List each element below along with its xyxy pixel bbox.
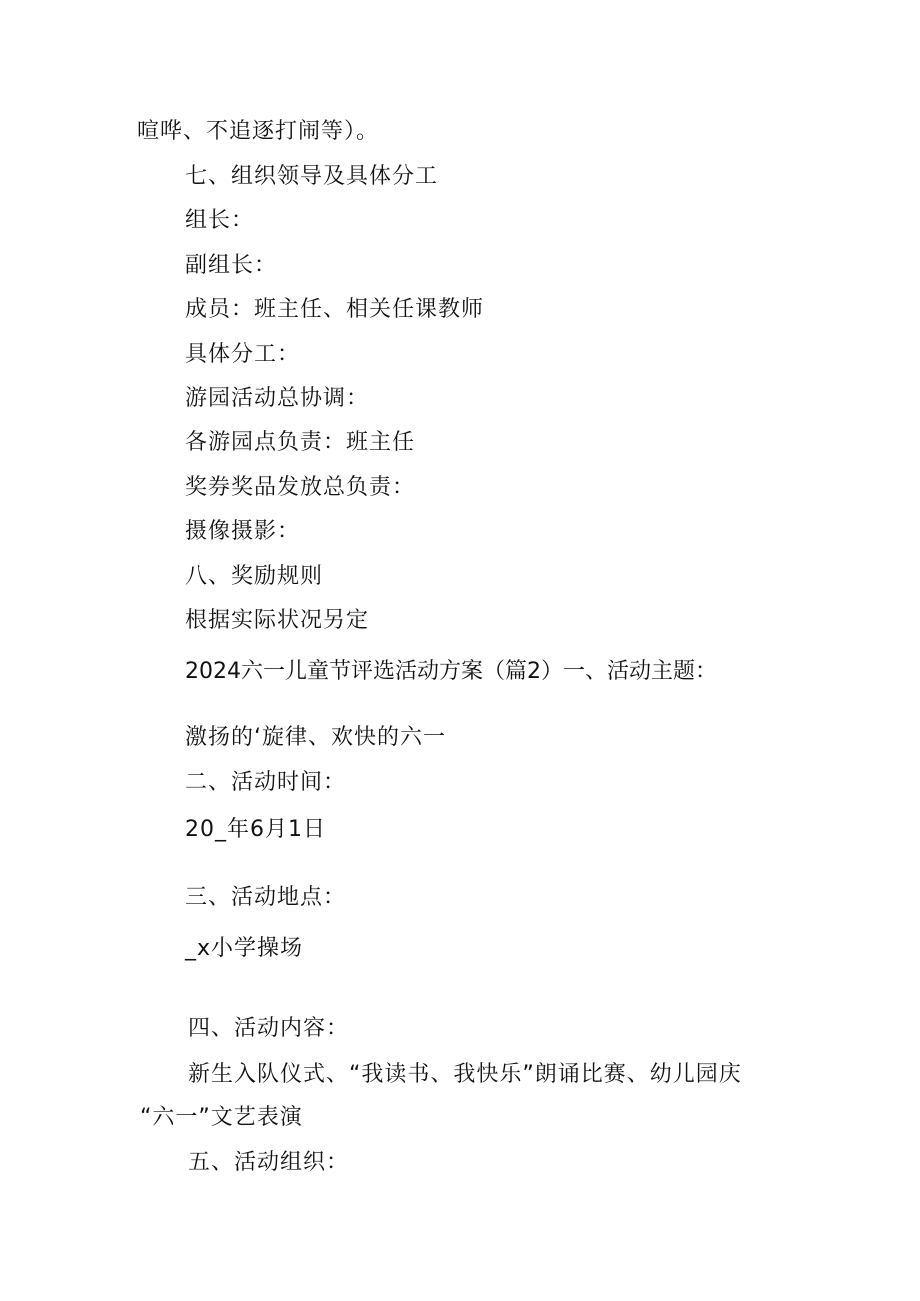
- text-line: 新生入队仪式、“我读书、我快乐”朗诵比赛、幼儿园庆: [188, 1062, 742, 1087]
- section-heading: 三、活动地点：: [185, 885, 347, 910]
- text-line: _x小学操场: [185, 936, 304, 961]
- text-line: 激扬的‘旋律、欢快的六一: [185, 725, 446, 750]
- text-line: 组长：: [185, 208, 255, 233]
- text-line: 副组长：: [185, 253, 278, 278]
- text-line: 根据实际状况另定: [185, 608, 370, 633]
- text-line: 具体分工：: [185, 342, 301, 367]
- text-line: 喧哗、不追逐打闹等）。: [137, 119, 380, 144]
- section-heading: 五、活动组织：: [188, 1150, 350, 1175]
- section-heading: 四、活动内容：: [188, 1016, 350, 1041]
- text-line: 20_年6月1日: [185, 817, 326, 842]
- text-line: “六一”文艺表演: [140, 1105, 303, 1130]
- text-line: 摄像摄影：: [185, 519, 301, 544]
- section-heading: 七、组织领导及具体分工: [185, 164, 439, 189]
- text-line: 奖券奖品发放总负责：: [185, 475, 416, 500]
- text-line: 各游园点负责：班主任: [185, 430, 416, 455]
- text-line: 成员：班主任、相关任课教师: [185, 297, 485, 322]
- section-heading: 八、奖励规则: [185, 564, 324, 589]
- section-heading: 二、活动时间：: [185, 770, 347, 795]
- text-line: 游园活动总协调：: [185, 386, 370, 411]
- document-title: 2024六一儿童节评选活动方案（篇2）一、活动主题：: [185, 659, 717, 684]
